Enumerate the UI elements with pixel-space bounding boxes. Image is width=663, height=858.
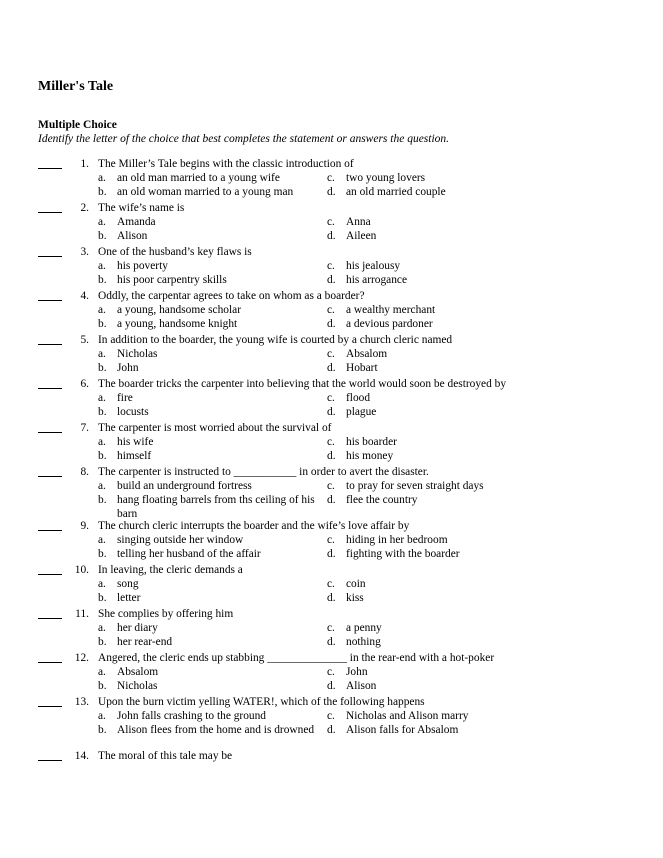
choice-text: fighting with the boarder xyxy=(346,548,460,560)
choice-text: Alison xyxy=(346,680,377,692)
choice-letter: d. xyxy=(327,230,336,242)
answer-blank[interactable] xyxy=(38,432,62,433)
choice-letter: a. xyxy=(98,622,106,634)
choice-letter: a. xyxy=(98,436,106,448)
choice-letter: d. xyxy=(327,450,336,462)
question-item xyxy=(0,607,663,651)
choice-text: Amanda xyxy=(117,216,156,228)
choice-letter: a. xyxy=(98,710,106,722)
choice-letter: a. xyxy=(98,480,106,492)
answer-blank[interactable] xyxy=(38,300,62,301)
choice-letter: a. xyxy=(98,216,106,228)
question-item xyxy=(0,519,663,563)
question-text: Angered, the cleric ends up stabbing ______________ in the rear-end with a hot-poker xyxy=(98,652,495,664)
choice-letter: d. xyxy=(327,592,336,604)
question-text: In leaving, the cleric demands a xyxy=(98,564,243,576)
page-title: Miller's Tale xyxy=(38,79,114,94)
choice-text: hiding in her bedroom xyxy=(346,534,448,546)
choice-text: his boarder xyxy=(346,436,397,448)
answer-blank[interactable] xyxy=(38,388,62,389)
choice-letter: a. xyxy=(98,392,106,404)
question-number: 1. xyxy=(80,158,89,170)
choice-text: himself xyxy=(117,450,152,462)
choice-text: Alison xyxy=(117,230,148,242)
question-item xyxy=(0,749,663,769)
choice-text: his poor carpentry skills xyxy=(117,274,227,286)
answer-blank[interactable] xyxy=(38,344,62,345)
choice-text: plague xyxy=(346,406,377,418)
choice-text: his poverty xyxy=(117,260,168,272)
choice-letter: a. xyxy=(98,304,106,316)
choice-text: a devious pardoner xyxy=(346,318,433,330)
choice-text: build an underground fortress xyxy=(117,480,252,492)
choice-text: two young lovers xyxy=(346,172,426,184)
choice-letter: a. xyxy=(98,260,106,272)
question-number: 7. xyxy=(80,422,89,434)
choice-text: a young, handsome scholar xyxy=(117,304,242,316)
choice-text: Aileen xyxy=(346,230,377,242)
question-number: 2. xyxy=(80,202,89,214)
question-item xyxy=(0,289,663,333)
choice-text: Nicholas xyxy=(117,680,158,692)
choice-letter: b. xyxy=(98,636,107,648)
choice-letter: b. xyxy=(98,494,107,506)
answer-blank[interactable] xyxy=(38,476,62,477)
question-item xyxy=(0,465,663,519)
choice-letter: b. xyxy=(98,406,107,418)
choice-letter: c. xyxy=(327,480,335,492)
question-number: 8. xyxy=(80,466,89,478)
choice-letter: a. xyxy=(98,172,106,184)
choice-letter: a. xyxy=(98,348,106,360)
choice-letter: c. xyxy=(327,710,335,722)
choice-text: to pray for seven straight days xyxy=(346,480,484,492)
choice-text: Alison flees from the home and is drowned xyxy=(117,724,315,736)
choice-text: kiss xyxy=(346,592,364,604)
choice-letter: c. xyxy=(327,392,335,404)
answer-blank[interactable] xyxy=(38,212,62,213)
choice-text: Hobart xyxy=(346,362,378,374)
choice-text: letter xyxy=(117,592,141,604)
choice-text: coin xyxy=(346,578,366,590)
choice-text: song xyxy=(117,578,139,590)
question-number: 14. xyxy=(74,750,89,762)
question-text: Upon the burn victim yelling WATER!, which of the following happens xyxy=(98,696,425,708)
choice-letter: d. xyxy=(327,186,336,198)
choice-letter: c. xyxy=(327,666,335,678)
choice-letter: d. xyxy=(327,318,336,330)
choice-text: John xyxy=(346,666,368,678)
choice-text: telling her husband of the affair xyxy=(117,548,261,560)
choice-letter: b. xyxy=(98,592,107,604)
choice-text: flood xyxy=(346,392,371,404)
question-text: The Miller’s Tale begins with the classic introduction of xyxy=(98,158,354,170)
answer-blank[interactable] xyxy=(38,706,62,707)
answer-blank[interactable] xyxy=(38,574,62,575)
question-item xyxy=(0,695,663,749)
answer-blank[interactable] xyxy=(38,662,62,663)
choice-letter: d. xyxy=(327,274,336,286)
choice-text: his wife xyxy=(117,436,154,448)
question-item xyxy=(0,333,663,377)
choice-text: John falls crashing to the ground xyxy=(117,710,267,722)
choice-letter: a. xyxy=(98,534,106,546)
question-text: In addition to the boarder, the young wife is courted by a church cleric named xyxy=(98,334,453,346)
choice-letter: d. xyxy=(327,724,336,736)
choice-letter: d. xyxy=(327,680,336,692)
choice-letter: b. xyxy=(98,362,107,374)
choice-text: nothing xyxy=(346,636,381,648)
choice-letter: b. xyxy=(98,724,107,736)
choice-letter: a. xyxy=(98,578,106,590)
choice-letter: d. xyxy=(327,362,336,374)
question-item xyxy=(0,157,663,201)
choice-text: Alison falls for Absalom xyxy=(346,724,459,736)
question-item xyxy=(0,377,663,421)
choice-letter: b. xyxy=(98,450,107,462)
choice-letter: c. xyxy=(327,436,335,448)
choice-letter: c. xyxy=(327,534,335,546)
choice-letter: d. xyxy=(327,636,336,648)
choice-text: fire xyxy=(117,392,133,404)
choice-letter: b. xyxy=(98,318,107,330)
choice-letter: c. xyxy=(327,260,335,272)
choice-letter: b. xyxy=(98,230,107,242)
section-heading: Multiple Choice xyxy=(38,119,117,131)
choice-letter: c. xyxy=(327,216,335,228)
choice-letter: d. xyxy=(327,548,336,560)
question-number: 3. xyxy=(80,246,89,258)
question-text: She complies by offering him xyxy=(98,608,234,620)
choice-text: her rear-end xyxy=(117,636,173,648)
question-text: The carpenter is instructed to ___________ in order to avert the disaster. xyxy=(98,466,429,478)
choice-text: Absalom xyxy=(117,666,159,678)
choice-text: his money xyxy=(346,450,394,462)
question-item xyxy=(0,245,663,289)
choice-letter: b. xyxy=(98,274,107,286)
choice-text: an old man married to a young wife xyxy=(117,172,280,184)
choice-text: a young, handsome knight xyxy=(117,318,238,330)
question-text: The boarder tricks the carpenter into believing that the world would soon be destroyed by xyxy=(98,378,507,390)
choice-text: his jealousy xyxy=(346,260,401,272)
answer-blank[interactable] xyxy=(38,256,62,257)
choice-text: Absalom xyxy=(346,348,388,360)
choice-letter: c. xyxy=(327,348,335,360)
choice-text: singing outside her window xyxy=(117,534,244,546)
question-item xyxy=(0,651,663,695)
choice-text: John xyxy=(117,362,139,374)
question-number: 4. xyxy=(80,290,89,302)
choice-text: a wealthy merchant xyxy=(346,304,436,316)
question-number: 5. xyxy=(80,334,89,346)
answer-blank[interactable] xyxy=(38,530,62,531)
question-number: 10. xyxy=(74,564,89,576)
question-text: Oddly, the carpentar agrees to take on whom as a boarder? xyxy=(98,290,365,302)
choice-text: an old woman married to a young man xyxy=(117,186,294,198)
question-number: 9. xyxy=(80,520,89,532)
choice-letter: d. xyxy=(327,494,336,506)
choice-text: locusts xyxy=(117,406,149,418)
question-text: The wife’s name is xyxy=(98,202,185,214)
choice-letter: b. xyxy=(98,186,107,198)
question-number: 6. xyxy=(80,378,89,390)
answer-blank[interactable] xyxy=(38,168,62,169)
question-number: 13. xyxy=(74,696,89,708)
choice-text: an old married couple xyxy=(346,186,446,198)
choice-text: Anna xyxy=(346,216,371,228)
question-number: 12. xyxy=(74,652,89,664)
choice-text: Nicholas xyxy=(117,348,158,360)
question-text: The carpenter is most worried about the survival of xyxy=(98,422,332,434)
instructions: Identify the letter of the choice that best completes the statement or answers the question. xyxy=(38,133,450,145)
choice-letter: c. xyxy=(327,172,335,184)
choice-text: hang floating barrels from ths ceiling of his barn xyxy=(117,494,315,520)
question-text: The church cleric interrupts the boarder and the wife’s love affair by xyxy=(98,520,410,532)
question-item xyxy=(0,421,663,465)
choice-letter: b. xyxy=(98,548,107,560)
choice-letter: c. xyxy=(327,304,335,316)
choice-letter: c. xyxy=(327,578,335,590)
choice-text: a penny xyxy=(346,622,382,634)
choice-text: her diary xyxy=(117,622,158,634)
question-text: The moral of this tale may be xyxy=(98,750,233,762)
choice-text: Nicholas and Alison marry xyxy=(346,710,469,722)
choice-text: his arrogance xyxy=(346,274,408,286)
question-item xyxy=(0,563,663,607)
choice-letter: c. xyxy=(327,622,335,634)
question-text: One of the husband’s key flaws is xyxy=(98,246,252,258)
choice-letter: a. xyxy=(98,666,106,678)
answer-blank[interactable] xyxy=(38,618,62,619)
choice-text: flee the country xyxy=(346,494,418,506)
choice-letter: b. xyxy=(98,680,107,692)
question-number: 11. xyxy=(75,608,89,620)
answer-blank[interactable] xyxy=(38,760,62,761)
question-item xyxy=(0,201,663,245)
question-list xyxy=(0,157,663,769)
choice-letter: d. xyxy=(327,406,336,418)
